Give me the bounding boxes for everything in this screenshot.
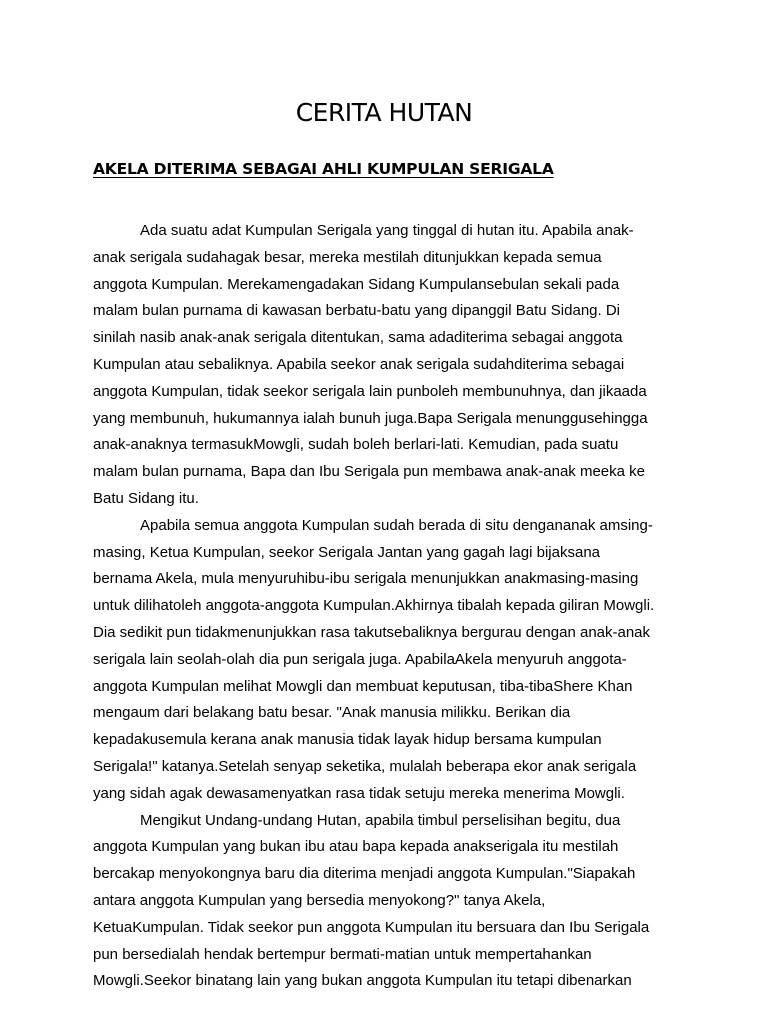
text-line: anak-anaknya termasukMowgli, sudah boleh berlari-lati. Kemudian, pada suatu	[93, 436, 619, 454]
text-line: malam bulan purnama, Bapa dan Ibu Serigala pun membawa anak-anak meeka ke	[93, 463, 645, 481]
text-line: anggota Kumpulan melihat Mowgli dan membuat keputusan, tiba-tibaShere Khan	[93, 677, 633, 695]
text-line: anggota Kumpulan, tidak seekor serigala lain punboleh membunuhnya, dan jikaada	[93, 382, 647, 400]
chapter-heading: AKELA DITERIMA SEBAGAI AHLI KUMPULAN SERIGALA	[93, 160, 554, 178]
text-line: Mowgli.Seekor binatang lain yang bukan anggota Kumpulan itu tetapi dibenarkan	[93, 972, 632, 990]
text-line: pun bersedialah hendak bertempur bermati-matian untuk mempertahankan	[93, 945, 592, 963]
text-line: anak serigala sudahagak besar, mereka mestilah ditunjukkan kepada semua	[93, 248, 602, 266]
text-line: serigala lain seolah-olah dia pun serigala juga. ApabilaAkela menyuruh anggota-	[93, 650, 627, 668]
text-line: Dia sedikit pun tidakmenunjukkan rasa takutsebaliknya bergurau dengan anak-anak	[93, 623, 651, 641]
text-line: untuk dilihatoleh anggota-anggota Kumpulan.Akhirnya tibalah kepada giliran Mowgli.	[93, 597, 655, 615]
text-line: bercakap menyokongnya baru dia diterima menjadi anggota Kumpulan."Siapakah	[93, 865, 636, 883]
text-line: masing, Ketua Kumpulan, seekor Serigala Jantan yang gagah lagi bijaksana	[93, 543, 600, 561]
text-line: Apabila semua anggota Kumpulan sudah berada di situ dengananak amsing-	[140, 516, 653, 534]
text-line: antara anggota Kumpulan yang bersedia menyokong?" tanya Akela,	[93, 891, 546, 909]
text-line: sinilah nasib anak-anak serigala ditentukan, sama adaditerima sebagai anggota	[93, 329, 623, 347]
text-line: bernama Akela, mula menyuruhibu-ibu serigala menunjukkan anakmasing-masing	[93, 570, 639, 588]
text-line: kepadakusemula kerana anak manusia tidak layak hidup bersama kumpulan	[93, 731, 602, 749]
text-line: yang membunuh, hukumannya ialah bunuh juga.Bapa Serigala menunggusehingga	[93, 409, 648, 427]
text-line: Kumpulan atau sebaliknya. Apabila seekor anak serigala sudahditerima sebagai	[93, 355, 625, 373]
body-text	[93, 218, 678, 995]
text-line: Ada suatu adat Kumpulan Serigala yang tinggal di hutan itu. Apabila anak-	[140, 222, 634, 239]
text-line: Serigala!" katanya.Setelah senyap seketika, mulalah beberapa ekor anak serigala	[93, 757, 637, 775]
text-line: mengaum dari belakang batu besar. "Anak manusia milikku. Berikan dia	[93, 704, 571, 722]
text-line: Batu Sidang itu.	[93, 489, 199, 507]
text-line: KetuaKumpulan. Tidak seekor pun anggota Kumpulan itu bersuara dan Ibu Serigala	[93, 918, 650, 936]
text-line: anggota Kumpulan. Merekamengadakan Sidang Kumpulansebulan sekali pada	[93, 275, 620, 293]
text-line: malam bulan purnama di kawasan berbatu-batu yang dipanggil Batu Sidang. Di	[93, 302, 620, 320]
text-line: yang sidah agak dewasamenyatkan rasa tidak setuju mereka menerima Mowgli.	[93, 784, 625, 802]
text-line: Mengikut Undang-undang Hutan, apabila timbul perselisihan begitu, dua	[140, 811, 621, 829]
document-title: CERITA HUTAN	[295, 98, 473, 127]
text-line: anggota Kumpulan yang bukan ibu atau bapa kepada anakserigala itu mestilah	[93, 838, 619, 856]
